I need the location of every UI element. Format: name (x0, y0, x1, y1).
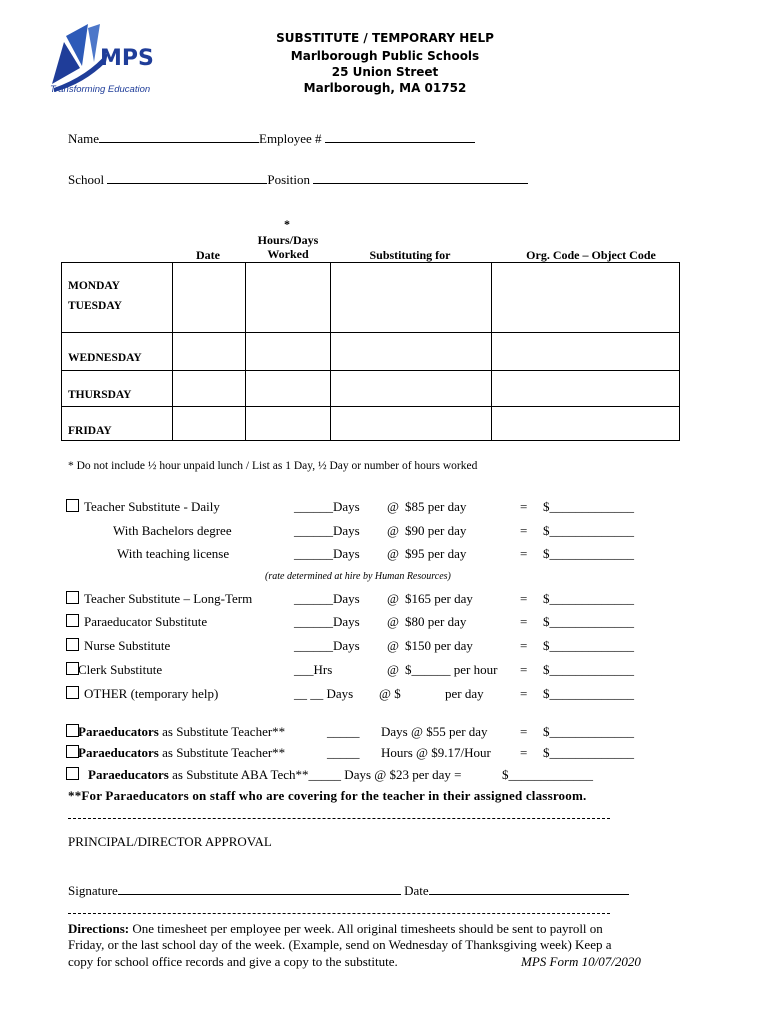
para-bold: Paraeducators (88, 767, 169, 782)
grid-cell (62, 263, 173, 333)
rate-at: @ (387, 546, 399, 561)
divider (68, 818, 610, 819)
para-blank[interactable]: _____ (327, 745, 360, 760)
rate-unit[interactable]: __ __ Days (294, 686, 354, 701)
substituting-cell[interactable] (331, 371, 492, 407)
para-amount[interactable]: $_____________ (543, 724, 634, 739)
rate-unit[interactable]: ___Hrs (294, 662, 333, 677)
rate-eq: = (520, 614, 528, 629)
rate-unit[interactable]: ______Days (294, 638, 360, 653)
rate-eq: = (520, 591, 528, 606)
directions-label: Directions: (68, 921, 130, 936)
rate-amount[interactable]: $_____________ (543, 591, 634, 606)
rate-unit[interactable]: ______Days (294, 614, 360, 629)
rate-label: With teaching license (117, 546, 230, 561)
footnote: * Do not include ½ hour unpaid lunch / List as 1 Day, ½ Day or number of hours worked (68, 460, 478, 472)
date-cell[interactable] (173, 407, 246, 441)
col-orgcode: Org. Code – Object Code (526, 248, 656, 262)
rate-amount[interactable]: $_____________ (543, 662, 634, 677)
rate-value: $95 per day (405, 546, 467, 561)
logo-text: MPS (100, 46, 154, 71)
rate-note: (rate determined at hire by Human Resources) (265, 571, 451, 582)
rate-at: @ (387, 523, 399, 538)
rate-amount[interactable]: $_____________ (543, 499, 634, 514)
rate-label: Clerk Substitute (78, 662, 163, 677)
hours-cell[interactable] (246, 407, 331, 441)
rate-label: With Bachelors degree (113, 523, 232, 538)
substituting-cell[interactable] (331, 333, 492, 371)
day-wednesday: WEDNESDAY (68, 352, 142, 364)
para-label (88, 767, 461, 783)
rate-value: per day (445, 686, 484, 701)
rate-eq: = (520, 546, 528, 561)
checkbox[interactable] (66, 591, 79, 607)
logo-tagline: Transforming Education (50, 84, 151, 95)
rate-value: $80 per day (405, 614, 467, 629)
day-friday: FRIDAY (68, 425, 112, 437)
org-name: Marlborough Public Schools (290, 49, 480, 63)
signature-field[interactable] (118, 882, 401, 895)
rate-amount[interactable]: $_____________ (543, 686, 634, 701)
timesheet-grid (61, 262, 680, 441)
date-label: Date (404, 883, 429, 898)
rate-eq: = (520, 499, 528, 514)
rate-eq: = (520, 662, 528, 677)
checkbox[interactable] (66, 499, 79, 515)
col-substituting: Substituting for (369, 248, 451, 262)
name-row (68, 130, 475, 147)
col-hours-2: Worked (267, 247, 309, 261)
org-street: 25 Union Street (331, 65, 439, 79)
rate-value: $165 per day (405, 591, 473, 606)
rate-eq: = (520, 523, 528, 538)
date-field[interactable] (429, 882, 629, 895)
directions-line-2: Friday, or the last school day of the week. (Example, send on Wednesday of Thanksgiving week) Keep a (68, 937, 612, 952)
rate-amount[interactable]: $_____________ (543, 546, 634, 561)
rate-label: Paraeducator Substitute (84, 614, 208, 629)
rate-eq: = (520, 638, 528, 653)
employee-label: Employee # (259, 131, 322, 146)
logo (48, 22, 154, 102)
para-rest: as Substitute ABA Tech**_____ Days @ $23 per day = (168, 767, 462, 782)
para-note: **For Paraeducators on staff who are covering for the teacher in their assigned classroom. (68, 788, 587, 803)
orgcode-cell[interactable] (492, 263, 680, 333)
hours-cell[interactable] (246, 333, 331, 371)
orgcode-cell[interactable] (492, 333, 680, 371)
position-label: Position (267, 172, 310, 187)
col-date: Date (196, 248, 220, 262)
form-title: SUBSTITUTE / TEMPORARY HELP (276, 31, 494, 45)
orgcode-cell[interactable] (492, 371, 680, 407)
school-field[interactable] (107, 171, 267, 184)
orgcode-cell[interactable] (492, 407, 680, 441)
rate-at: @ (387, 499, 399, 514)
divider (68, 913, 610, 914)
date-cell[interactable] (173, 263, 246, 333)
directions-line-1 (68, 921, 603, 937)
approval-title: PRINCIPAL/DIRECTOR APPROVAL (68, 834, 272, 849)
hours-cell[interactable] (246, 263, 331, 333)
checkbox[interactable] (66, 638, 79, 654)
directions-text: One timesheet per employee per week. All original timesheets should be sent to payroll on (129, 921, 603, 936)
para-bold: Paraeducators (78, 745, 159, 760)
rate-unit[interactable]: ______Days (294, 499, 360, 514)
date-cell[interactable] (173, 333, 246, 371)
para-eq: = (520, 724, 528, 739)
position-field[interactable] (313, 171, 528, 184)
para-label (78, 745, 285, 761)
rate-amount[interactable]: $_____________ (543, 523, 634, 538)
para-eq: = (520, 745, 528, 760)
employee-field[interactable] (325, 130, 475, 143)
signature-row (68, 882, 629, 899)
rate-value: $85 per day (405, 499, 467, 514)
day-monday: MONDAY (68, 280, 120, 292)
name-field[interactable] (99, 130, 259, 143)
rate-amount[interactable]: $_____________ (543, 638, 634, 653)
rate-at: @ $ (379, 686, 401, 701)
rate-label: Teacher Substitute – Long-Term (84, 591, 253, 606)
rate-unit[interactable]: ______Days (294, 523, 360, 538)
para-bold: Paraeducators (78, 724, 159, 739)
rate-at: @ (387, 638, 399, 653)
rate-at: @ (387, 591, 399, 606)
day-tuesday: TUESDAY (68, 300, 122, 312)
rate-unit[interactable]: ______Days (294, 591, 360, 606)
name-label: Name (68, 131, 100, 146)
rate-value: $90 per day (405, 523, 467, 538)
rate-eq: = (520, 686, 528, 701)
rate-amount[interactable]: $_____________ (543, 614, 634, 629)
hours-asterisk: * (284, 217, 290, 231)
day-thursday: THURSDAY (68, 389, 132, 401)
date-cell[interactable] (173, 371, 246, 407)
para-amount[interactable]: $_____________ (502, 767, 593, 782)
hours-cell[interactable] (246, 371, 331, 407)
form-version: MPS Form 10/07/2020 (521, 954, 641, 969)
checkbox[interactable] (66, 767, 79, 783)
para-rest: as Substitute Teacher** (158, 745, 286, 760)
school-row (68, 171, 528, 188)
substituting-cell[interactable] (331, 263, 492, 333)
para-label (78, 724, 285, 740)
signature-label: Signature (68, 883, 118, 898)
para-amount[interactable]: $_____________ (543, 745, 634, 760)
col-hours-1: Hours/Days (257, 233, 319, 247)
rate-at: @ (387, 662, 399, 677)
para-rest: as Substitute Teacher** (158, 724, 286, 739)
rate-at: @ (387, 614, 399, 629)
checkbox[interactable] (66, 614, 79, 630)
rate-label: Nurse Substitute (84, 638, 171, 653)
rate-label: Teacher Substitute - Daily (84, 499, 220, 514)
org-city: Marlborough, MA 01752 (303, 81, 467, 95)
rate-unit[interactable]: ______Days (294, 546, 360, 561)
substituting-cell[interactable] (331, 407, 492, 441)
directions-line-3: copy for school office records and give a copy to the substitute. (68, 954, 398, 969)
para-rate: Hours @ $9.17/Hour (381, 745, 491, 760)
rate-value: $150 per day (405, 638, 473, 653)
rate-value: $______ per hour (405, 662, 498, 677)
school-label: School (68, 172, 105, 187)
para-blank[interactable]: _____ (327, 724, 360, 739)
rate-label: OTHER (temporary help) (84, 686, 219, 701)
para-rate: Days @ $55 per day (381, 724, 488, 739)
checkbox[interactable] (66, 686, 79, 702)
